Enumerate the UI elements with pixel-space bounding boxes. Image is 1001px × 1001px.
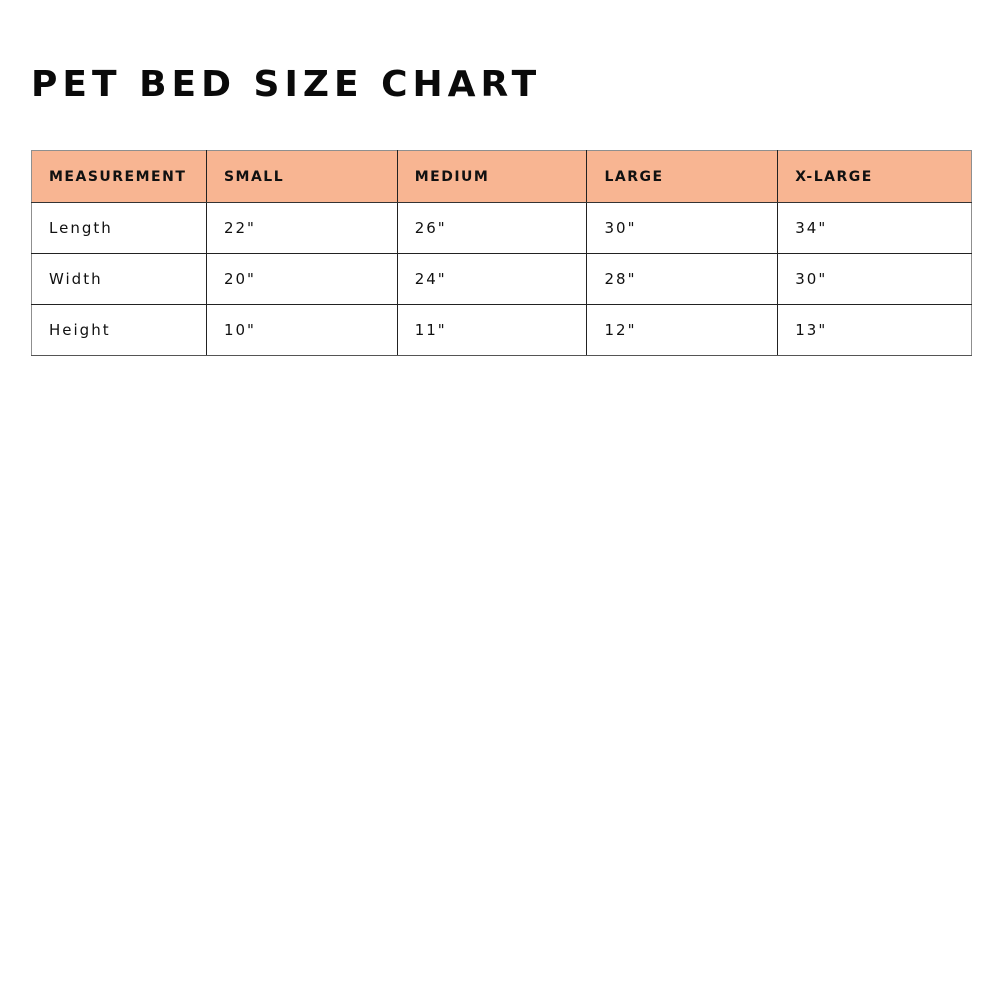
row-label: Height: [32, 305, 207, 356]
header-measurement: MEASUREMENT: [32, 151, 207, 203]
size-chart-table: [31, 150, 972, 356]
cell-small: 10": [206, 305, 397, 356]
page-title: PET BED SIZE CHART: [31, 64, 542, 105]
header-large: LARGE: [587, 151, 778, 203]
cell-small: 20": [206, 254, 397, 305]
header-x-large: X-LARGE: [778, 151, 972, 203]
header-medium: MEDIUM: [397, 151, 587, 203]
cell-large: 12": [587, 305, 778, 356]
table-row: [32, 254, 972, 305]
cell-small: 22": [206, 203, 397, 254]
cell-x-large: 13": [778, 305, 972, 356]
row-label: Width: [32, 254, 207, 305]
table-row: [32, 305, 972, 356]
table-header-row: [32, 151, 972, 203]
cell-large: 28": [587, 254, 778, 305]
cell-large: 30": [587, 203, 778, 254]
cell-medium: 26": [397, 203, 587, 254]
cell-medium: 24": [397, 254, 587, 305]
row-label: Length: [32, 203, 207, 254]
cell-medium: 11": [397, 305, 587, 356]
cell-x-large: 30": [778, 254, 972, 305]
table-row: [32, 203, 972, 254]
header-small: SMALL: [206, 151, 397, 203]
cell-x-large: 34": [778, 203, 972, 254]
